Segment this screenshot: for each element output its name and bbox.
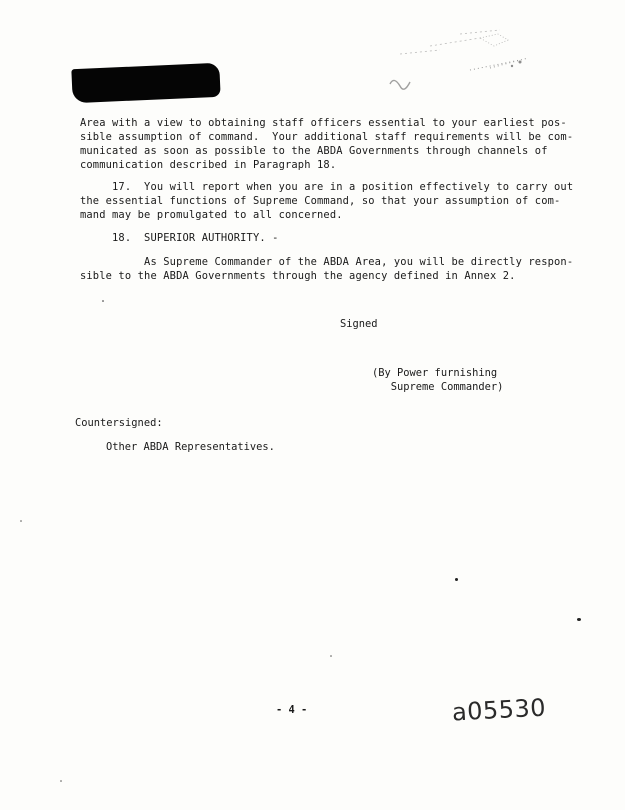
scan-speck xyxy=(577,618,581,621)
scan-speck xyxy=(60,780,62,782)
page-number: - 4 - xyxy=(276,704,308,716)
text-line: communication described in Paragraph 18. xyxy=(80,159,337,171)
other-representatives: Other ABDA Representatives. xyxy=(106,441,275,453)
text-line: Area with a view to obtaining staff officers essential to your earliest pos- xyxy=(80,117,567,129)
text-line: As Supreme Commander of the ABDA Area, you will be directly respon- xyxy=(80,256,574,268)
scan-speck xyxy=(455,578,458,581)
paragraph-17 xyxy=(80,180,574,222)
text-line: Supreme Commander) xyxy=(372,381,504,393)
redaction-mark xyxy=(71,63,220,103)
text-line: sible assumption of command. Your additional staff requirements will be com- xyxy=(80,131,574,143)
text-line: sible to the ABDA Governments through the agency defined in Annex 2. xyxy=(80,270,516,282)
countersigned-label: Countersigned: xyxy=(75,417,163,429)
text-line: municated as soon as possible to the ABDA Governments through channels of xyxy=(80,145,548,157)
faded-stamp-mark xyxy=(370,24,540,104)
text-line: the essential functions of Supreme Command, so that your assumption of com- xyxy=(80,195,561,207)
signed-label: Signed xyxy=(340,318,378,330)
scan-speck xyxy=(102,300,104,302)
paragraph-16 xyxy=(80,116,574,172)
text-line: mand may be promulgated to all concerned. xyxy=(80,209,343,221)
paragraph-18 xyxy=(80,255,574,283)
text-line: 17. You will report when you are in a position effectively to carry out xyxy=(80,181,574,193)
power-furnishing-note xyxy=(372,366,503,394)
text-line: (By Power furnishing xyxy=(372,367,498,379)
section-heading-superior-authority: 18. SUPERIOR AUTHORITY. - xyxy=(80,232,279,244)
handwritten-document-number: a05530 xyxy=(451,693,547,727)
scan-speck xyxy=(330,655,332,657)
scan-speck xyxy=(20,520,22,522)
